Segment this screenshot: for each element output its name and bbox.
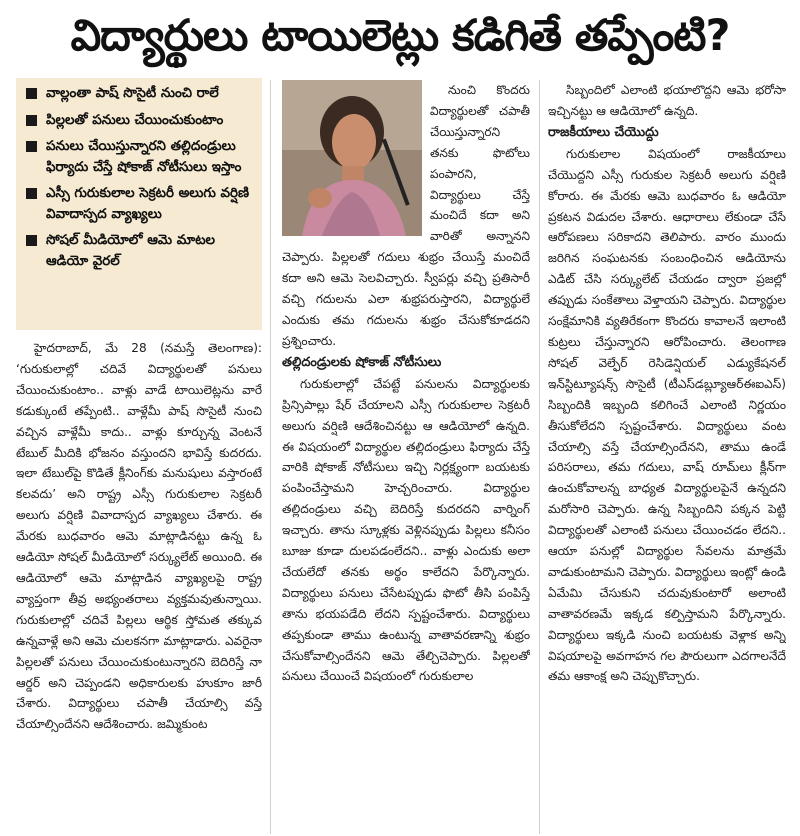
bullet-square-icon (26, 188, 37, 199)
bullet-square-icon (26, 141, 37, 152)
portrait-image (282, 80, 422, 236)
highlight-text: పనులు చేయిస్తున్నారని తల్లిదండ్రులు ఫిర్యాదు చేస్తే షోకాజ్‌ నోటీసులు ఇస్తాం (46, 139, 242, 175)
highlight-item (26, 137, 254, 178)
highlight-text: ఎస్సీ గురుకులాల సెక్రటరీ అలుగు వర్షిణి వివాదాస్పద వ్యాఖ్యలు (46, 186, 250, 222)
highlight-text: సోషల్‌ మీడియోలో ఆమె మాటల ఆడియో వైరల్‌ (46, 233, 216, 269)
highlight-item (26, 84, 254, 105)
highlight-item (26, 184, 254, 225)
column-divider (539, 80, 540, 834)
column-divider (270, 80, 271, 834)
article-paragraph: గురుకులాల్లో చేపట్టే పనులను విద్యార్థులకు ప్రిన్సిపాల్లు షేర్‌ చేయాలని ఎస్సీ గురుకులాల సెక్రటరీ అలుగు వర్షిణి ఆదేశించినట్టు ఆ ఆడియోలో ఉన్నది. ఈ విషయంలో విద్యార్థుల తల్లిదండ్రులు ఫిర్యాదు చేస్తే వారికి షోకాజ్‌ నోటీసులు ఇచ్చి నిర్లక్ష్యంగా బయటకు పంపించేస్తామని హెచ్చరించారు. విద్యార్థుల తల్లిదండ్రులు వచ్చి బెదిరిస్తే కుదరదని వార్నింగ్‌ ఇచ్చారు. తాను స్కూళ్లకు వెళ్లినప్పుడు పిల్లలు కనీసం బూజు కూడా దులపడంలేదని.. వాళ్లు ఎందుకు అలా చేయలేదో తనకు అర్థం కాలేదని పేర్కొన్నారు. విద్యార్థులు పనులు చేసేటప్పుడు ఫొటో తీసి పంపిస్తే తాను భయపడేది లేదని స్పష్టంచేశారు. విద్యార్థులు తప్పకుండా తాము ఉంటున్న వాతావరణాన్ని శుభ్రం చేసుకోవాల్సిందేనని ఆమె తేల్చిచెప్పారు. పిల్లలతో పనులు చేయించే విషయంలో గురుకులాల (282, 376, 530, 684)
headline: విద్యార్థులు టాయిలెట్లు కడిగితే తప్పేంటి? (70, 11, 730, 61)
subheading: తల్లిదండ్రులకు షోకాజ్‌ నోటీసులు (282, 354, 442, 370)
bullet-square-icon (26, 235, 37, 246)
article-paragraph (16, 338, 262, 735)
dateline: హైదరాబాద్‌, మే 28 (నమస్తే తెలంగాణ): (34, 341, 262, 355)
bullet-square-icon (26, 115, 37, 126)
article-paragraph: సిబ్బందిలో ఎలాంటి భయాలొద్దని ఆమె భరోసా ఇచ్చినట్టు ఆ ఆడియోలో ఉన్నది. (548, 83, 786, 118)
highlight-item (26, 231, 254, 272)
subheading: రాజకీయాలు చేయొద్దు (548, 124, 659, 140)
highlight-text: పిల్లలతో పనులు చేయించుకుంటాం (46, 112, 224, 128)
highlights-box (16, 78, 262, 330)
highlight-item (26, 111, 254, 132)
portrait-photo (282, 80, 422, 236)
article-column-2 (282, 80, 530, 834)
article-paragraph: నుంచి కొందరు విద్యార్థులతో చపాతీ చేయిస్తున్నారని తనకు ఫొటోలు పంపారని, విద్యార్థులు చేస్తే మంచిదే కదా అని వారితో అన్నానని చెప్పారు. పిల్లలతో గదులు శుభ్రం చేయిస్తే మంచిదే కదా అని ఆమె సెలవిచ్చారు. స్వీపర్లు వచ్చి ప్రతిసారీ వచ్చి గదులను ఎలా శుభ్రపరుస్తారని, విద్యార్థులే ఎందుకు తమ గదులను శుభ్రం చేసుకోకూడదని ప్రశ్నించారు. (282, 83, 530, 348)
article-column-1 (16, 338, 262, 834)
bullet-square-icon (26, 88, 37, 99)
article-paragraph: గురుకులాల విషయంలో రాజకీయాలు చేయొద్దని ఎస్సీ గురుకుల సెక్రటరీ అలుగు వర్షిణి కోరారు. ఈ మేరకు ఆమె బుధవారం ఓ ఆడియో ప్రకటన విడుదల చేశారు. ఆధారాలు లేకుండా చేసే ఆరోపణలు సరికాదని తెలిపారు. వారం ముందు జరిగిన సంఘటనకు సంబంధించిన ఆడియోను ఎడిట్‌ చేసి సర్క్యులేట్‌ చేయడం ద్వారా ప్రజల్లో తప్పుడు సంకేతాలు వెళ్తాయని చెప్పారు. విద్యార్థుల సంక్షేమానికి వ్యతిరేకంగా కొందరు కావాలనే ఇలాంటి కుట్రలు చేస్తున్నారని ఆరోపించారు. తెలంగాణ సోషల్‌ వెల్ఫేర్‌ రెసిడెన్షియల్‌ ఎడ్యుకేషనల్‌ ఇన్‌స్టిట్యూషన్స్‌ సొసైటీ (టీఎస్‌డబ్ల్యూఆర్‌ఈఐఎస్‌) సిబ్బందికి ఇబ్బంది కలిగించే ఎలాంటి నిర్ణయం తీసుకోలేదని స్పష్టంచేశారు. విద్యార్థులు వంట చేయాల్సి వస్తే చేయాల్సిందేనని, తాము ఉండే పరిసరాలు, తమ గదులు, వాష్‌ రూమ్‌లు క్లీన్‌గా ఉంచుకోవాలన్న బాధ్యత విద్యార్థులపైనే ఉన్నదని మరోసారి చెప్పారు. ఉన్న సిబ్బందిని పక్కన పెట్టి విద్యార్థులతో ఎలాంటి పనులు చేయించడం లేదని.. ఆయా పనుల్లో విద్యార్థుల సేవలను మాత్రమే వాడుకుంటామని చెప్పారు. విద్యార్థులు ఇంట్లో ఉండి ఏమేమి చేసుకుని చదువుకుంటారో అలాంటి వాతావరణమే ఇక్కడ కల్పిస్తామని పేర్కొన్నారు. విద్యార్థులు ఇక్కడి నుంచి బయటకు వెళ్లాక అన్ని విషయాలపై అవగాహన గల పౌరులుగా ఎదగాలనేదే తమ ఆకాంక్ష అని చెప్పుకొచ్చారు. (548, 146, 786, 684)
article-column-3 (548, 80, 786, 834)
highlights-list (16, 78, 262, 272)
highlight-text: వాల్లంతా పాష్‌ సొసైటీ నుంచి రాలే (46, 86, 219, 101)
body-text: ‘గురుకులాల్లో చదివే విద్యార్థులతో పనులు చేయించుకుంటాం.. వాళ్లు వాడే టాయిలెట్లను వారే కడుక్కుంటే తప్పేంటి.. వాళ్లేమీ పాష్‌ సొసైటీ నుంచి వచ్చిన వాళ్లేమీ కాదు.. వాళ్లు కూర్చున్న వెంటనే టేబుల్‌ మీదికి భోజనం వస్తుందని భావిస్తే కుదరదు. ఇలా టేబుల్‌పై కొడితే క్లీనింగ్‌కు మనుషులు వస్తారంటే కలవదు’ అని రాష్ట్ర ఎస్సీ గురుకులాల సెక్రటరీ అలుగు వర్షిణి వివాదాస్పద వ్యాఖ్యలు చేశారు. ఈ మేరకు బుధవారం ఆమె మాట్లాడినట్టు ఉన్న ఓ ఆడియో సోషల్‌ మీడియోలో సర్క్యులేట్‌ అయింది. ఈ ఆడియోలో ఆమె మాట్లాడిన వ్యాఖ్యలపై రాష్ట్ర వ్యాప్తంగా తీవ్ర అభ్యంతరాలు వ్యక్తమవుతున్నాయి. గురుకులాల్లో చదివే పిల్లలు ఆర్థిక స్తోమత తక్కువ ఉన్నవాళ్లే అని ఆమె చులకనగా మాట్లాడారు. ఎవరైనా పిల్లలతో పనులు చేయించుకుంటున్నారని బెదిరిస్తే నా ఆర్డర్‌ అని చెప్పండని అధికారులకు హుకూం జారీ చేశారు. విద్యార్థులు చపాతీ చేయాల్సి వస్తే చేయాల్సిందేనని ఆదేశించారు. జమ్మికుంట (16, 361, 262, 732)
